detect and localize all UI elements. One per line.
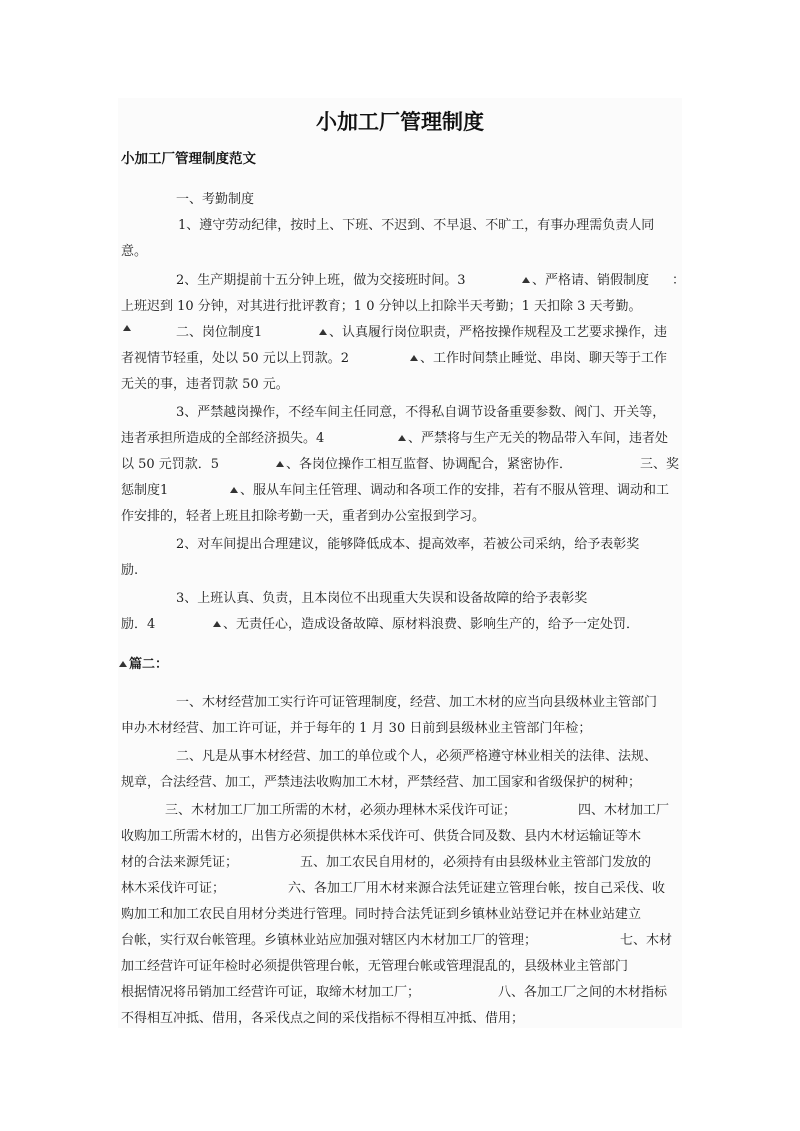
segment-text: 惩制度1 <box>121 483 169 498</box>
segment-text: 、严禁将与生产无关的物品带入车间，违者处 <box>408 431 669 446</box>
segment-text: 林木采伐许可证； <box>121 881 226 896</box>
text-segment <box>176 587 587 606</box>
text-segment <box>121 321 133 336</box>
bullet-mark-icon <box>276 461 284 467</box>
segment-text: 励．4 <box>121 617 156 632</box>
bullet-mark-icon <box>213 621 221 627</box>
segment-text: 三、奖 <box>640 457 680 472</box>
segment-text: 、无责任心，造成设备故障、原材料浪费、影响生产的，给予一定处罚． <box>223 617 640 632</box>
text-segment <box>498 981 667 1000</box>
segment-text: 加工经营许可证年检时必须提供管理台帐，无管理台帐或管理混乱的，县级林业主管部门 <box>121 959 629 974</box>
document-subtitle: 小加工厂管理制度范文 <box>121 151 256 167</box>
text-segment <box>288 877 665 896</box>
segment-text: 篇二： <box>129 657 169 672</box>
segment-text: 四、木材加工厂 <box>578 803 670 818</box>
bullet-mark-icon <box>119 661 127 667</box>
text-segment <box>176 691 657 710</box>
segment-text: 收购加工所需木材的，出售方必须提供林木采伐许可、供货合同及数、县内木材运输证等木 <box>121 829 642 844</box>
text-segment <box>121 505 485 524</box>
text-segment <box>121 717 591 736</box>
text-segment <box>228 479 669 498</box>
segment-text: 励. <box>121 563 139 578</box>
segment-text: 3、上班认真、负责，且本岗位不出现重大失误和设备故障的给予表彰奖 <box>176 591 588 606</box>
segment-text: ： <box>672 273 686 288</box>
bullet-mark-icon <box>522 277 530 283</box>
text-segment <box>274 453 572 472</box>
text-segment <box>317 321 667 340</box>
text-segment <box>176 745 657 764</box>
segment-text: 材的合法来源凭证； <box>121 855 239 870</box>
segment-text: 无关的事，违者罚款 50 元。 <box>121 377 289 392</box>
text-segment <box>578 799 669 818</box>
segment-text: 、严格请、销假制度 <box>532 273 650 288</box>
text-segment <box>121 373 289 392</box>
text-segment <box>408 347 667 366</box>
text-segment <box>121 851 238 870</box>
segment-text: 六、各加工厂用木材来源合法凭证建立管理台帐，按自己采伐、收 <box>288 881 666 896</box>
text-segment <box>176 401 665 420</box>
segment-text: 不得相互冲抵、借用，各采伐点之间的采伐指标不得相互冲抵、借用； <box>121 1011 525 1026</box>
segment-text: 者视情节轻重，处以 50 元以上罚款。2 <box>121 351 350 366</box>
text-segment <box>121 877 225 896</box>
text-segment <box>121 825 641 844</box>
segment-text: 台帐，实行双台帐管理。乡镇林业站应加强对辖区内木材加工厂的管理； <box>121 933 538 948</box>
segment-text: 意。 <box>121 244 148 259</box>
text-segment <box>121 1007 524 1026</box>
text-segment <box>672 269 685 288</box>
text-segment <box>176 321 262 340</box>
text-segment <box>176 533 639 552</box>
text-segment <box>396 427 668 446</box>
segment-text: 、认真履行岗位职责，严格按操作规程及工艺要求操作，违 <box>329 325 668 340</box>
segment-text: 五、加工农民自用材的，必须持有由县级林业主管部门发放的 <box>300 855 652 870</box>
segment-text: 1、遵守劳动纪律，按时上、下班、不迟到、不早退、不旷工，有事办理需负责人同 <box>178 218 655 233</box>
text-segment <box>211 613 639 632</box>
text-segment <box>121 771 641 790</box>
text-segment <box>165 799 516 818</box>
segment-text: 违者承担所造成的全部经济损失。4 <box>121 431 325 446</box>
text-segment <box>176 188 254 207</box>
segment-text: 购加工和加工农民自用材分类进行管理。同时持合法凭证到乡镇林业站登记并在林业站建立 <box>121 907 642 922</box>
text-segment <box>121 453 219 472</box>
text-segment <box>121 295 642 314</box>
segment-text: 以 50 元罚款．5 <box>121 457 220 472</box>
text-segment <box>178 214 654 233</box>
text-segment <box>300 851 651 870</box>
text-segment <box>121 929 537 948</box>
bullet-mark-icon <box>410 355 418 361</box>
bullet-mark-icon <box>123 325 131 331</box>
segment-text: 上班迟到 10 分钟，对其进行批评教育；1 0 分钟以上扣除半天考勤；1 天扣除 3 天考勤。 <box>121 299 642 314</box>
text-segment <box>121 479 168 498</box>
document-title: 小加工厂管理制度 <box>316 110 484 134</box>
segment-text: 一、木材经营加工实行许可证管理制度，经营、加工木材的应当向县级林业主管部门 <box>176 695 658 710</box>
text-segment <box>117 653 168 672</box>
text-segment <box>121 981 420 1000</box>
segment-text: 二、凡是从事木材经营、加工的单位或个人，必须严格遵守林业相关的法律、法规、 <box>176 749 658 764</box>
segment-text: 七、木材 <box>620 933 673 948</box>
text-segment <box>640 453 679 472</box>
segment-text: 2、对车间提出合理建议，能够降低成本、提高效率，若被公司采纳，给予表彰奖 <box>176 537 640 552</box>
segment-text: 根据情况将吊销加工经营许可证，取缔木材加工厂； <box>121 985 421 1000</box>
text-segment <box>121 240 147 259</box>
segment-text: 、工作时间禁止睡觉、串岗、聊天等于工作 <box>420 351 668 366</box>
text-segment <box>121 903 641 922</box>
text-segment <box>121 613 155 632</box>
segment-text: 规章，合法经营、加工，严禁违法收购加工木材，严禁经营、加工国家和省级保护的树种； <box>121 775 642 790</box>
segment-text: 八、各加工厂之间的木材指标 <box>498 985 668 1000</box>
segment-text: 、各岗位操作工相互监督、协调配合，紧密协作． <box>286 457 573 472</box>
bullet-mark-icon <box>230 487 238 493</box>
text-segment <box>121 955 628 974</box>
segment-text: 一、考勤制度 <box>176 192 255 207</box>
bullet-mark-icon <box>319 329 327 335</box>
text-segment <box>176 269 466 288</box>
text-segment <box>121 427 324 446</box>
text-segment <box>620 929 672 948</box>
segment-text: 作安排的，轻者上班且扣除考勤一天，重者到办公室报到学习。 <box>121 509 486 524</box>
bullet-mark-icon <box>398 435 406 441</box>
text-segment <box>520 269 649 288</box>
text-segment <box>121 347 349 366</box>
segment-text: 二、岗位制度1 <box>176 325 263 340</box>
segment-text: 三、木材加工厂加工所需的木材，必须办理林木采伐许可证； <box>165 803 517 818</box>
segment-text: 2、生产期提前十五分钟上班，做为交接班时间。3 <box>176 273 466 288</box>
segment-text: 3、严禁越岗操作，不经车间主任同意，不得私自调节设备重要参数、阀门、开关等， <box>176 405 666 420</box>
segment-text: 、服从车间主任管理、调动和各项工作的安排，若有不服从管理、调动和工 <box>240 483 670 498</box>
segment-text: 申办木材经营、加工许可证，并于每年的 1 月 30 日前到县级林业主管部门年检； <box>121 721 592 736</box>
text-segment <box>121 559 138 578</box>
